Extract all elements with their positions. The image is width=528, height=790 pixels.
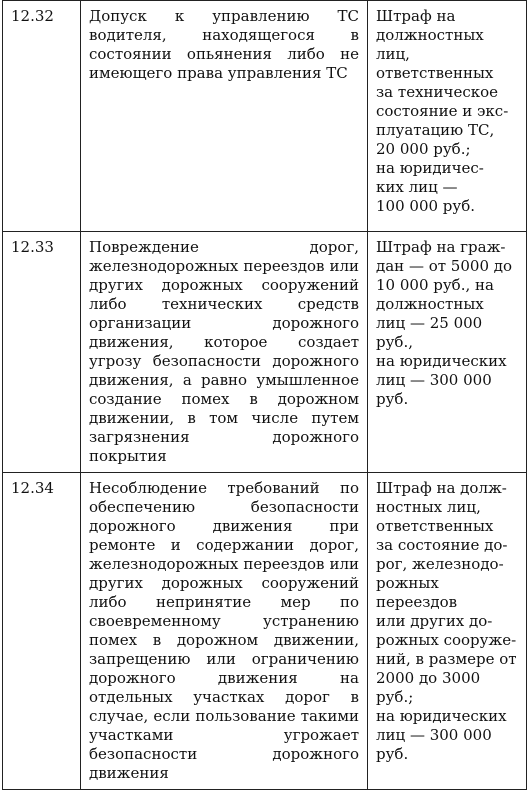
article-number: 12.34 xyxy=(3,473,81,790)
table-row xyxy=(3,1,527,232)
offense-description: Несоблюдение требований по обеспечению безопасности дорожного движения при ремонте и содержании дорог, железнодорожных переездов или других дорожных сооружений либо непринятие мер по своевременному устранению помех в дорожном движении, запрещению или ограничению дорожного движения на отдельных участках дорог в случае, если пользование такими участками угрожает безопасности дорожного движения xyxy=(81,473,368,790)
offense-description: Допуск к управлению ТС водителя, находящегося в состоянии опьянения либо не имеющего права управления ТС xyxy=(81,1,368,232)
offenses-table xyxy=(2,0,527,790)
penalty-text: Штраф на должностных лиц, ответственных за техническое состояние и экс- плуатацию ТС, 20 000 руб.; на юридичес- ких лиц — 100 000 руб. xyxy=(368,1,527,232)
article-number: 12.33 xyxy=(3,232,81,473)
penalty-text: Штраф на долж- ностных лиц, ответственных за состояние до- рог, железнодо- рожных переездов или других до- рожных сооруже- ний, в размере от 2000 до 3000 руб.; на юридических лиц — 300 000 руб. xyxy=(368,473,527,790)
article-number: 12.32 xyxy=(3,1,81,232)
offense-description: Повреждение дорог, железнодорожных переездов или других дорожных сооружений либо технических средств организации дорожного движения, которое создает угрозу безопасности дорожного движения, а равно умышленное создание помех в дорожном движении, в том числе путем загрязнения дорожного покрытия xyxy=(81,232,368,473)
table-row xyxy=(3,473,527,790)
penalty-text: Штраф на граж- дан — от 5000 до 10 000 руб., на должностных лиц — 25 000 руб., на юридических лиц — 300 000 руб. xyxy=(368,232,527,473)
table-row xyxy=(3,232,527,473)
